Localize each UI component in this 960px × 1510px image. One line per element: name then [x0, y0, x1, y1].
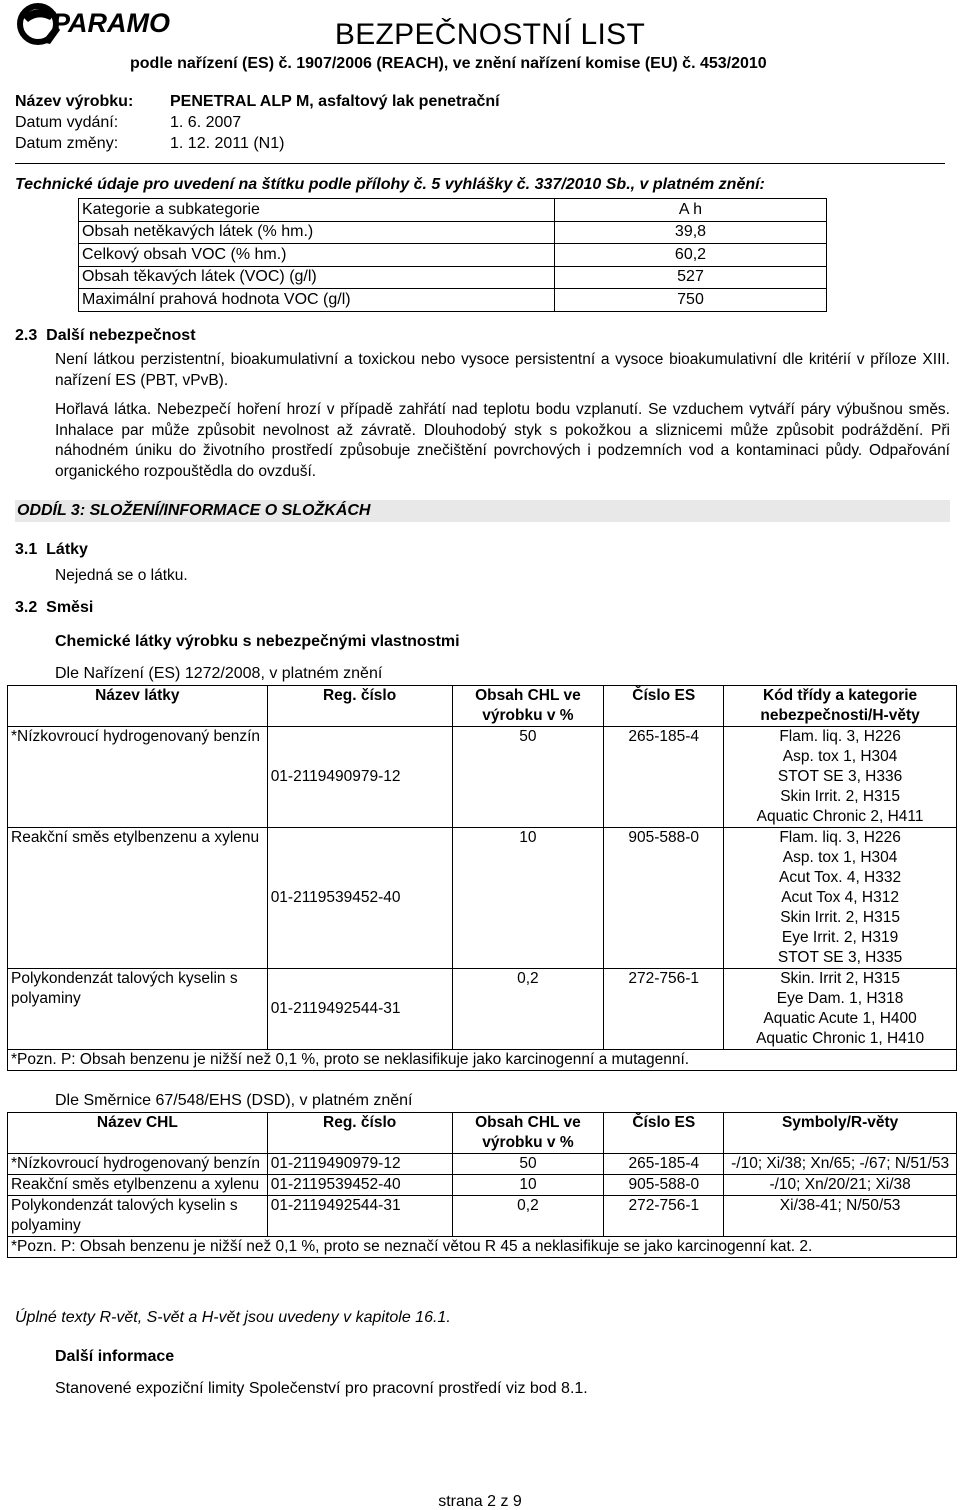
voc-row [79, 289, 827, 312]
column-header: Obsah CHL ve výrobku v % [452, 1113, 604, 1154]
symbols-r-phrases: -/10; Xi/38; Xn/65; -/67; N/51/53 [724, 1154, 957, 1175]
registration-number: 01-2119539452-40 [267, 1175, 452, 1196]
table-row [8, 828, 957, 969]
voc-value: A h [555, 199, 827, 222]
voc-value: 39,8 [555, 221, 827, 244]
substance-name: Polykondenzát talových kyselin s polyaminy [8, 969, 268, 1050]
voc-label: Obsah těkavých látek (VOC) (g/l) [79, 266, 555, 289]
es-number: 905-588-0 [604, 828, 724, 969]
document-title: BEZPEČNOSTNÍ LIST [334, 18, 646, 51]
column-header: Číslo ES [604, 686, 724, 727]
column-header: Číslo ES [604, 1113, 724, 1154]
regulation-reference: podle nařízení (ES) č. 1907/2006 (REACH), ve znění nařízení komise (EU) č. 453/2010 [130, 55, 767, 72]
logo-text: PARAMO [52, 8, 170, 38]
table-note-row [8, 1050, 957, 1071]
hazard-code: Eye Dam. 1, H318 [776, 990, 904, 1007]
section-3-1-heading [15, 541, 88, 559]
section-3-2-heading [15, 599, 93, 617]
symbols-r-phrases: -/10; Xn/20/21; Xi/38 [724, 1175, 957, 1196]
voc-label: Maximální prahová hodnota VOC (g/l) [79, 289, 555, 312]
column-header: Kód třídy a kategorie nebezpečnosti/H-věty [724, 686, 957, 727]
voc-row [79, 221, 827, 244]
hazard-code: Asp. tox 1, H304 [782, 748, 898, 765]
page-number: strana 2 z 9 [438, 1493, 522, 1510]
issue-date: 1. 6. 2007 [170, 114, 242, 131]
hazard-code: Aquatic Acute 1, H400 [763, 1010, 917, 1027]
column-header: Reg. číslo [267, 1113, 452, 1154]
header-divider [15, 163, 945, 164]
substance-note: Nejedná se o látku. [55, 567, 188, 584]
change-date-row [15, 135, 284, 153]
other-info-title: Další informace [55, 1348, 175, 1365]
voc-row [79, 244, 827, 267]
hazard-code: Skin Irrit. 2, H315 [780, 909, 900, 926]
full-texts-note: Úplné texty R-vět, S-vět a H-vět jsou uvedeny v kapitole 16.1. [15, 1309, 451, 1326]
table-note-row [8, 1237, 957, 1258]
es-number: 265-185-4 [604, 727, 724, 828]
voc-value: 750 [555, 289, 827, 312]
registration-number: 01-2119492544-31 [267, 1196, 452, 1237]
other-info-text: Stanovené expoziční limity Společenství pro pracovní prostředí viz bod 8.1. [55, 1380, 588, 1397]
section-2-3-heading [15, 327, 196, 345]
hazard-code: Aquatic Chronic 1, H410 [756, 1030, 925, 1047]
registration-number: 01-2119492544-31 [267, 969, 452, 1050]
hazardous-substances-title: Chemické látky výrobku s nebezpečnými vlastnostmi [55, 633, 460, 650]
hazard-codes [724, 969, 957, 1050]
content-percent: 0,2 [452, 1196, 604, 1237]
substance-name: *Nízkovroucí hydrogenovaný benzín [8, 727, 268, 828]
section-number: 3.1 [15, 541, 38, 558]
table-header-row [8, 686, 957, 727]
column-header: Obsah CHL ve výrobku v % [452, 686, 604, 727]
table-note: *Pozn. P: Obsah benzenu je nižší než 0,1 %, proto se neklasifikuje jako karcinogenní a mutagenní. [8, 1050, 957, 1071]
voc-value: 527 [555, 266, 827, 289]
voc-row [79, 266, 827, 289]
hazard-code: Eye Irrit. 2, H319 [781, 929, 899, 946]
content-percent: 10 [452, 828, 604, 969]
dsd-title: Dle Směrnice 67/548/EHS (DSD), v platném znění [55, 1092, 413, 1109]
content-percent: 50 [452, 1154, 604, 1175]
section-number: 2.3 [15, 327, 38, 344]
product-name: PENETRAL ALP M, asfaltový lak penetrační [170, 93, 500, 110]
substance-name: Polykondenzát talových kyselin s polyaminy [8, 1196, 268, 1237]
content-percent: 10 [452, 1175, 604, 1196]
content-percent: 50 [452, 727, 604, 828]
section-title: Další nebezpečnost [46, 327, 196, 344]
registration-number: 01-2119490979-12 [267, 727, 452, 828]
hazard-code: STOT SE 3, H335 [777, 949, 903, 966]
substance-name: Reakční směs etylbenzenu a xylenu [8, 828, 268, 969]
table-row [8, 969, 957, 1050]
es-number: 272-756-1 [604, 969, 724, 1050]
clp-title: Dle Nařízení (ES) 1272/2008, v platném znění [55, 665, 383, 682]
hazard-codes [724, 828, 957, 969]
hazard-code: Asp. tox 1, H304 [782, 849, 898, 866]
voc-value: 60,2 [555, 244, 827, 267]
table-row [8, 727, 957, 828]
column-header: Reg. číslo [267, 686, 452, 727]
registration-number: 01-2119490979-12 [267, 1154, 452, 1175]
hazard-code: Aquatic Chronic 2, H411 [756, 808, 924, 825]
substance-name: *Nízkovroucí hydrogenovaný benzín [8, 1154, 268, 1175]
voc-label: Kategorie a subkategorie [79, 199, 555, 222]
hazard-code: Skin Irrit. 2, H315 [780, 788, 900, 805]
section-3-heading: ODDÍL 3: SLOŽENÍ/INFORMACE O SLOŽKÁCH [15, 500, 950, 522]
hazard-code: Acut Tox. 4, H332 [779, 869, 902, 886]
hazard-code: Flam. liq. 3, H226 [779, 829, 901, 846]
product-row [15, 93, 500, 111]
section-number: 3.2 [15, 599, 38, 616]
hazard-code: STOT SE 3, H336 [777, 768, 903, 785]
issue-date-label: Datum vydání: [15, 114, 119, 131]
issue-date-row [15, 114, 241, 132]
substance-name: Reakční směs etylbenzenu a xylenu [8, 1175, 268, 1196]
registration-number: 01-2119539452-40 [267, 828, 452, 969]
change-date-label: Datum změny: [15, 135, 119, 152]
symbols-r-phrases: Xi/38-41; N/50/53 [724, 1196, 957, 1237]
hazard-code: Skin. Irrit 2, H315 [780, 970, 900, 987]
tech-data-title: Technické údaje pro uvedení na štítku podle přílohy č. 5 vyhlášky č. 337/2010 Sb., v platném znění: [15, 176, 765, 193]
voc-label: Celkový obsah VOC (% hm.) [79, 244, 555, 267]
table-row [8, 1154, 957, 1175]
hazard-code: Acut Tox 4, H312 [781, 889, 899, 906]
voc-table [78, 198, 827, 312]
clp-table [7, 685, 957, 1071]
paramo-logo [12, 2, 212, 48]
column-header: Symboly/R-věty [724, 1113, 957, 1154]
section-title: Látky [46, 541, 88, 558]
dsd-table [7, 1112, 957, 1258]
hazard-codes [724, 727, 957, 828]
hazard-code: Flam. liq. 3, H226 [779, 728, 901, 745]
es-number: 905-588-0 [604, 1175, 724, 1196]
hazards-paragraph: Hořlavá látka. Nebezpečí hoření hrozí v případě zahřátí nad teplotu bodu vzplanutí. Se vzduchem vytváří páry výbušnou směs. Inhalace par může způsobit nevolnost až závratě. Dlouhodobý styk s pokožkou a sliznicemi může způsobit podráždění. Při náhodném úniku do životního prostředí způsobuje znečištění povrchových i podzemních vod a kontaminaci půdy. Odpařování organického rozpouštědla do ovzduší. [55, 401, 950, 480]
voc-label: Obsah netěkavých látek (% hm.) [79, 221, 555, 244]
es-number: 272-756-1 [604, 1196, 724, 1237]
column-header: Název CHL [8, 1113, 268, 1154]
table-note: *Pozn. P: Obsah benzenu je nižší než 0,1 %, proto se neznačí větou R 45 a neklasifikuje se jako karcinogenní kat. 2. [8, 1237, 957, 1258]
table-header-row [8, 1113, 957, 1154]
column-header: Název látky [8, 686, 268, 727]
table-row [8, 1196, 957, 1237]
table-row [8, 1175, 957, 1196]
change-date: 1. 12. 2011 (N1) [170, 135, 285, 152]
es-number: 265-185-4 [604, 1154, 724, 1175]
content-percent: 0,2 [452, 969, 604, 1050]
section-title: Směsi [46, 599, 94, 616]
pbt-paragraph: Není látkou perzistentní, bioakumulativní a toxickou nebo vysoce persistentní a vysoce bioakumulativní dle kritérií v příloze XIII. nařízení ES (PBT, vPvB). [55, 351, 950, 389]
voc-row [79, 199, 827, 222]
product-label: Název výrobku: [15, 93, 134, 110]
